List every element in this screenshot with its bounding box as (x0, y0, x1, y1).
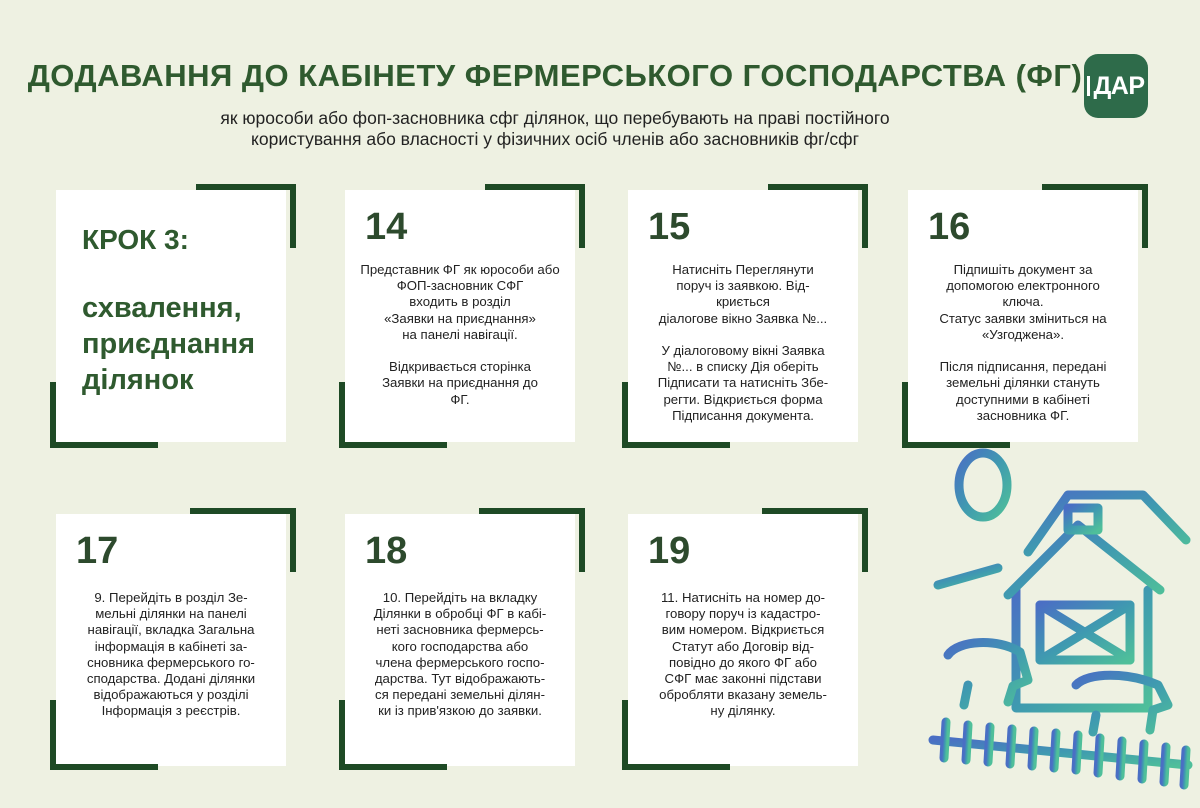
card-text: Представник ФГ як юрособи або ФОП-засновник СФГ входить в розділ «Заявки на приєднання» на панелі навігації. Відкривається сторінка Заявки на приєднання до ФГ. (360, 262, 560, 407)
logo-text: ДАР (1093, 71, 1145, 100)
bracket-bottom-left (902, 382, 1010, 448)
bracket-top-right (190, 508, 296, 572)
bracket-bottom-left (622, 382, 730, 448)
card-number: 18 (365, 530, 408, 572)
bracket-top-right (479, 508, 585, 572)
card-text: Підпишіть документ за допомогою електронного ключа. Статус заявки зміниться на «Узгоджена». Після підписання, передані земельні ділянки стануть доступними в кабінеті засновника ФГ. (939, 262, 1107, 423)
bracket-top-right (196, 184, 296, 248)
step-label: КРОК 3: (82, 224, 189, 255)
bracket-bottom-left (339, 382, 447, 448)
bracket-bottom-left (622, 700, 730, 770)
card-number: 14 (365, 206, 408, 248)
card-text: 10. Перейдіть на вкладку Ділянки в обробці ФГ в кабі- неті засновника фермерсь- кого господарства або члена фермерського госпо- дарства. Тут відображають- ся передані земельні ділян- ки із прив'язкою до заявки. (373, 590, 547, 719)
card-number: 15 (648, 206, 691, 248)
page-title: ДОДАВАННЯ ДО КАБІНЕТУ ФЕРМЕРСЬКОГО ГОСПОДАРСТВА (ФГ) (27, 58, 1083, 93)
farm-illustration-icon (928, 440, 1200, 808)
card-text: Натисніть Переглянути поруч із заявкою. Від- криється діалогове вікно Заявка №... У діалоговому вікні Заявка №... в списку Дія оберіть Підписати та натисніть Збе- регти. Відкриється форма Підписання документа. (657, 262, 829, 423)
card-text: 11. Натисніть на номер до- говору поруч із кадастро- вим номером. Відкриється Статут або Договір від- повідно до якого ФГ або СФГ має законні підстави обробляти вказану земель- ну ділянку. (659, 590, 827, 719)
bracket-top-right (485, 184, 585, 248)
page-subtitle: як юрособи або фоп-засновника сфг ділянок, що перебувають на праві постійного користування або власності у фізичних осіб членів або засновників фг/сфг (220, 108, 890, 149)
bracket-top-right (762, 508, 868, 572)
bracket-top-right (1042, 184, 1148, 248)
bracket-bottom-left (50, 700, 158, 770)
card-number: 17 (76, 530, 119, 572)
bracket-bottom-left (339, 700, 447, 770)
card-number: 19 (648, 530, 691, 572)
logo-mark-icon (1087, 76, 1090, 96)
bracket-bottom-left (50, 382, 158, 448)
bracket-top-right (768, 184, 868, 248)
card-number: 16 (928, 206, 971, 248)
card-text: 9. Перейдіть в розділ Зе- мельні ділянки на панелі навігації, вкладка Загальна інформація в кабінеті за- сновника фермерського го- сподарства. Додані ділянки відображаються у розділі Інформація з реєстрів. (86, 590, 256, 719)
step-description: схвалення, приєднання ділянок (82, 292, 256, 396)
